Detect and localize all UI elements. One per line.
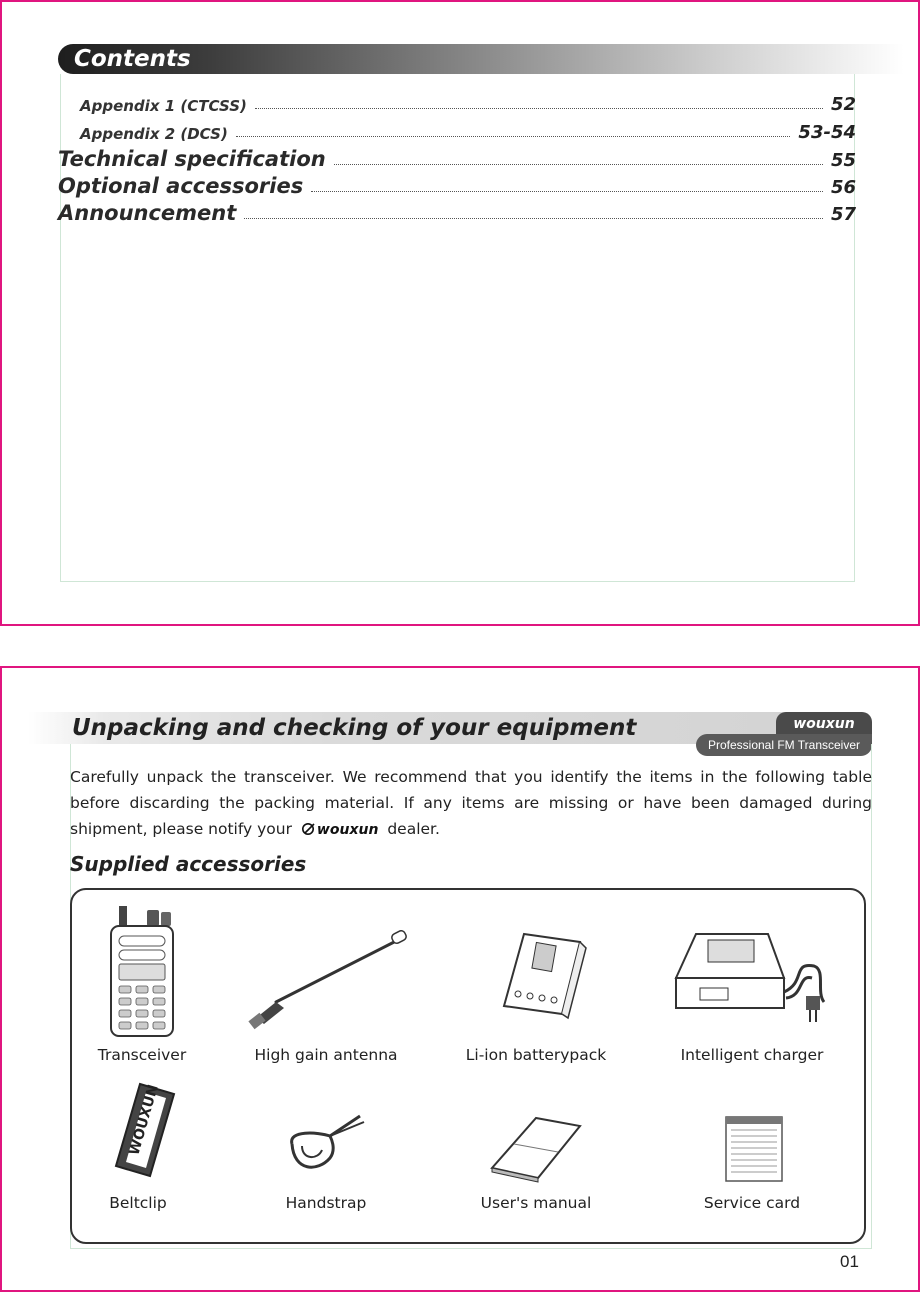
accessory-label-handstrap: Handstrap	[285, 1194, 367, 1212]
charger-item	[666, 922, 836, 1032]
toc-entry-page: 57	[830, 204, 856, 225]
brand-tagline: Professional FM Transceiver	[696, 734, 872, 756]
service-card-icon	[725, 1116, 783, 1182]
handstrap-icon	[278, 1110, 378, 1190]
unpacking-page	[0, 666, 920, 1292]
contents-title: Contents	[74, 46, 191, 72]
intro-text-end: dealer.	[387, 820, 440, 838]
toc-entry-page: 56	[830, 177, 856, 198]
accessory-label-beltclip: Beltclip	[109, 1194, 167, 1212]
toc-entry-page: 53-54	[798, 122, 856, 143]
toc-leader-dots	[255, 107, 823, 109]
toc-entry-page: 52	[830, 94, 856, 115]
toc-entry-label: Announcement	[58, 201, 237, 225]
toc-leader-dots	[334, 163, 823, 165]
toc-entry-page: 55	[830, 150, 856, 171]
beltclip-item	[96, 1080, 196, 1180]
manual-icon	[486, 1114, 586, 1184]
contents-page	[0, 0, 920, 626]
intro-paragraph	[70, 764, 872, 843]
toc-entry-appendix-2[interactable]	[58, 122, 856, 143]
brand-logo-text: wouxun	[793, 716, 855, 732]
manual-item	[486, 1114, 586, 1184]
toc-entry-label: Appendix 2 (DCS)	[80, 125, 228, 143]
antenna-item	[242, 930, 412, 1030]
contents-header-bar	[58, 44, 904, 74]
inline-brand-text: wouxun	[316, 822, 379, 838]
accessory-label-manual: User's manual	[480, 1194, 592, 1212]
intro-text: Carefully unpack the transceiver. We recommend that you identify the items in the following table before discarding the packing material. If any items are missing or have been damaged during shipment, please notify your	[70, 768, 872, 838]
toc-entry-appendix-1[interactable]	[58, 94, 856, 115]
accessory-label-transceiver: Transceiver	[97, 1046, 187, 1064]
transceiver-icon	[107, 906, 177, 1038]
toc-entry-label: Technical specification	[58, 147, 326, 171]
transceiver-item	[102, 906, 182, 1038]
toc-entry-label: Appendix 1 (CTCSS)	[80, 97, 247, 115]
toc-leader-dots	[244, 217, 823, 219]
beltclip-label: WOUXUN	[126, 1082, 162, 1158]
antenna-icon	[242, 930, 412, 1030]
toc-leader-dots	[311, 190, 823, 192]
battery-icon	[488, 930, 588, 1020]
accessories-box	[70, 888, 866, 1244]
charger-icon	[666, 922, 836, 1032]
toc-entry-announcement[interactable]	[58, 201, 856, 225]
beltclip-icon	[96, 1080, 196, 1180]
brand-mark-icon	[301, 822, 317, 835]
inline-brand-logo	[297, 817, 382, 843]
brand-logo	[776, 712, 872, 736]
page-number: 01	[840, 1252, 859, 1271]
section-title: Unpacking and checking of your equipment	[72, 715, 637, 741]
accessory-label-battery: Li-ion batterypack	[465, 1046, 607, 1064]
toc-entry-optional-accessories[interactable]	[58, 174, 856, 198]
section-header-bar	[28, 712, 788, 744]
handstrap-item	[278, 1110, 378, 1190]
toc-entry-label: Optional accessories	[58, 174, 304, 198]
service-card-item	[724, 1116, 784, 1182]
supplied-accessories-title: Supplied accessories	[70, 852, 307, 876]
battery-item	[488, 930, 588, 1020]
accessory-label-antenna: High gain antenna	[254, 1046, 398, 1064]
accessory-label-service-card: Service card	[703, 1194, 801, 1212]
toc-entry-technical-specification[interactable]	[58, 147, 856, 171]
accessory-label-charger: Intelligent charger	[680, 1046, 824, 1064]
toc-leader-dots	[236, 135, 791, 137]
